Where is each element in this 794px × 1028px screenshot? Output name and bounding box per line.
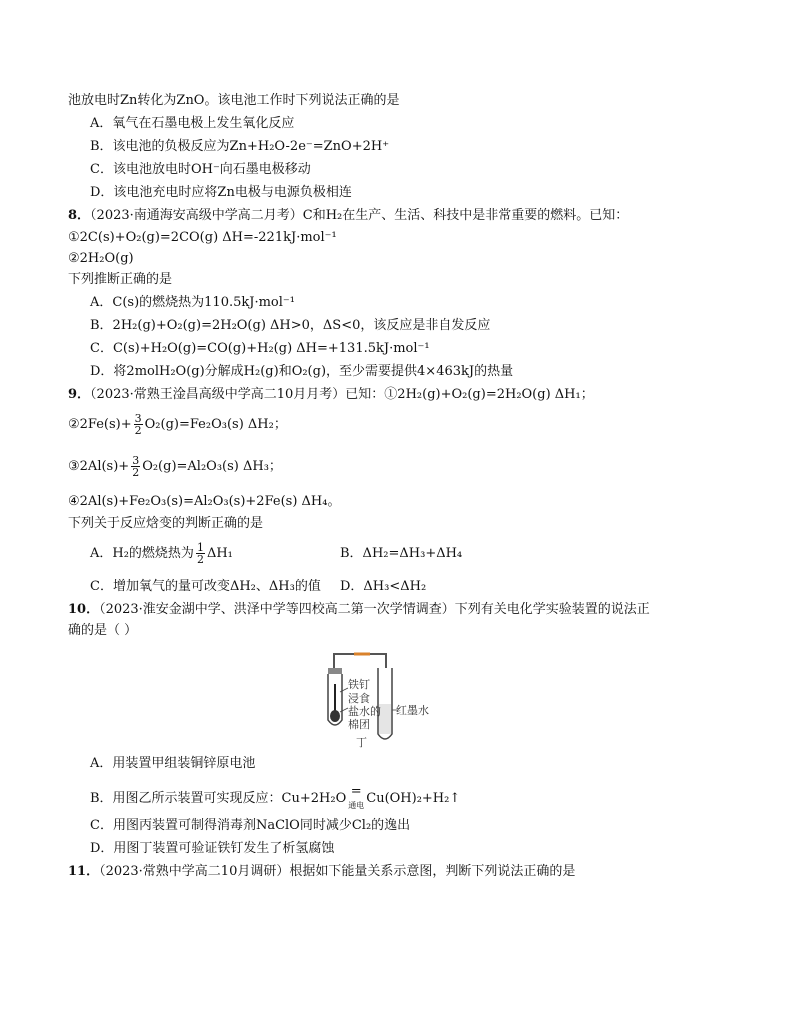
label-soak-1: 浸食 bbox=[348, 692, 370, 705]
q8-option-d: D．将2molH₂O(g)分解成H₂(g)和O₂(g)，至少需要提供4×463kJ的热量 bbox=[90, 364, 514, 379]
label-nail: 铁钉 bbox=[348, 678, 370, 691]
q9-option-c: C．增加氧气的量可改变ΔH₂、ΔH₃的值 bbox=[90, 579, 321, 594]
fraction-denominator: 2 bbox=[134, 424, 142, 437]
label-red-ink: 红墨水 bbox=[396, 704, 429, 717]
q9-option-a-text: A．H₂的燃烧热为 bbox=[90, 546, 194, 561]
condition-label: 通电 bbox=[348, 801, 365, 810]
q8-equation-2: ②2H₂O(g) bbox=[68, 251, 134, 266]
q9-option-a-fraction bbox=[196, 542, 205, 565]
q9-equation-4: ④2Al(s)+Fe₂O₃(s)=Al₂O₃(s)+2Fe(s) ΔH₄。 bbox=[68, 494, 341, 509]
fraction-denominator: 2 bbox=[132, 466, 140, 479]
q10-option-c: C．用图丙装置可制得消毒剂NaClO同时减少Cl₂的逸出 bbox=[90, 818, 411, 833]
q7-stem-tail: 池放电时Zn转化为ZnO。该电池工作时下列说法正确的是 bbox=[68, 93, 400, 108]
q10-stem-text: （2023·淮安金湖中学、洪泽中学等四校高二第一次学情调查）下列有关电化学实验装置的说法正 bbox=[99, 602, 650, 617]
q9-eq2-fraction bbox=[134, 413, 143, 436]
label-soak-3: 棉团 bbox=[348, 718, 370, 731]
q9-option-a bbox=[90, 540, 233, 568]
q9-equation-2 bbox=[68, 411, 287, 439]
q9-stem bbox=[68, 386, 594, 404]
q11-stem bbox=[68, 863, 575, 881]
q10-option-b-condition: = 通电 bbox=[348, 784, 365, 810]
q10-stem-line-1 bbox=[68, 601, 650, 619]
q10-stem-line-2: 确的是（ ） bbox=[68, 623, 138, 638]
q8-number: 8． bbox=[68, 208, 91, 223]
q9-option-b: B．ΔH₂=ΔH₃+ΔH₄ bbox=[340, 546, 463, 561]
q10-number: 10． bbox=[68, 602, 100, 617]
label-caption: 丁 bbox=[356, 736, 367, 749]
q8-option-b: B．2H₂(g)+O₂(g)=2H₂O(g) ΔH>0，ΔS<0，该反应是非自发反应 bbox=[90, 318, 491, 333]
q7-option-b: B．该电池的负极反应为Zn+H₂O-2e⁻=ZnO+2H⁺ bbox=[90, 139, 390, 154]
q9-option-a-tail: ΔH₁ bbox=[206, 546, 233, 561]
label-soak-2: 盐水的 bbox=[348, 705, 381, 718]
q10-option-b-products: Cu(OH)₂+H₂↑ bbox=[366, 791, 461, 806]
q9-stem-text: （2023·常熟王淦昌高级中学高二10月月考）已知：①2H₂(g)+O₂(g)=2H₂O(g) ΔH₁； bbox=[90, 387, 594, 402]
stopper bbox=[328, 668, 342, 674]
fraction-denominator: 2 bbox=[196, 553, 204, 566]
apparatus-ding-diagram bbox=[318, 644, 458, 750]
q10-option-a: A．用装置甲组装铜锌原电池 bbox=[90, 756, 256, 771]
q10-option-b bbox=[90, 784, 461, 815]
q9-eq3-left: ③2Al(s)+ bbox=[68, 459, 130, 474]
q10-option-b-text: B．用图乙所示装置可实现反应：Cu+2H₂O bbox=[90, 791, 347, 806]
q9-number: 9． bbox=[68, 387, 91, 402]
q7-option-d: D．该电池充电时应将Zn电极与电源负极相连 bbox=[90, 185, 352, 200]
q9-eq2-right: O₂(g)=Fe₂O₃(s) ΔH₂； bbox=[144, 417, 287, 432]
q8-option-a: A．C(s)的燃烧热为110.5kJ·mol⁻¹ bbox=[90, 295, 295, 310]
fraction-numerator: 1 bbox=[196, 541, 204, 554]
q9-prompt: 下列关于反应焓变的判断正确的是 bbox=[68, 516, 264, 531]
q10-option-d: D．用图丁装置可验证铁钉发生了析氢腐蚀 bbox=[90, 841, 335, 856]
q11-stem-text: （2023·常熟中学高二10月调研）根据如下能量关系示意图，判断下列说法正确的是 bbox=[99, 864, 576, 879]
q8-option-c: C．C(s)+H₂O(g)=CO(g)+H₂(g) ΔH=+131.5kJ·mol⁻¹ bbox=[90, 341, 430, 356]
q8-stem-text: （2023·南通海安高级中学高二月考）C和H₂在生产、生活、科技中是非常重要的燃料。已知： bbox=[90, 208, 629, 223]
fraction-numerator: 3 bbox=[134, 412, 142, 425]
q9-option-d: D．ΔH₃<ΔH₂ bbox=[340, 579, 427, 594]
q7-option-a: A．氧气在石墨电极上发生氧化反应 bbox=[90, 116, 295, 131]
q7-option-c: C．该电池放电时OH⁻向石墨电极移动 bbox=[90, 162, 311, 177]
fraction-numerator: 3 bbox=[132, 454, 140, 467]
q9-eq3-right: O₂(g)=Al₂O₃(s) ΔH₃； bbox=[142, 459, 282, 474]
q8-prompt: 下列推断正确的是 bbox=[68, 272, 173, 287]
q9-equation-3 bbox=[68, 453, 282, 481]
q9-eq2-left: ②2Fe(s)+ bbox=[68, 417, 132, 432]
q9-eq3-fraction bbox=[131, 455, 140, 478]
cotton-ball bbox=[330, 710, 340, 722]
q11-number: 11． bbox=[68, 864, 100, 879]
q8-equation-1: ①2C(s)+O₂(g)=2CO(g) ΔH=-221kJ·mol⁻¹ bbox=[68, 230, 337, 245]
q8-stem bbox=[68, 207, 628, 225]
